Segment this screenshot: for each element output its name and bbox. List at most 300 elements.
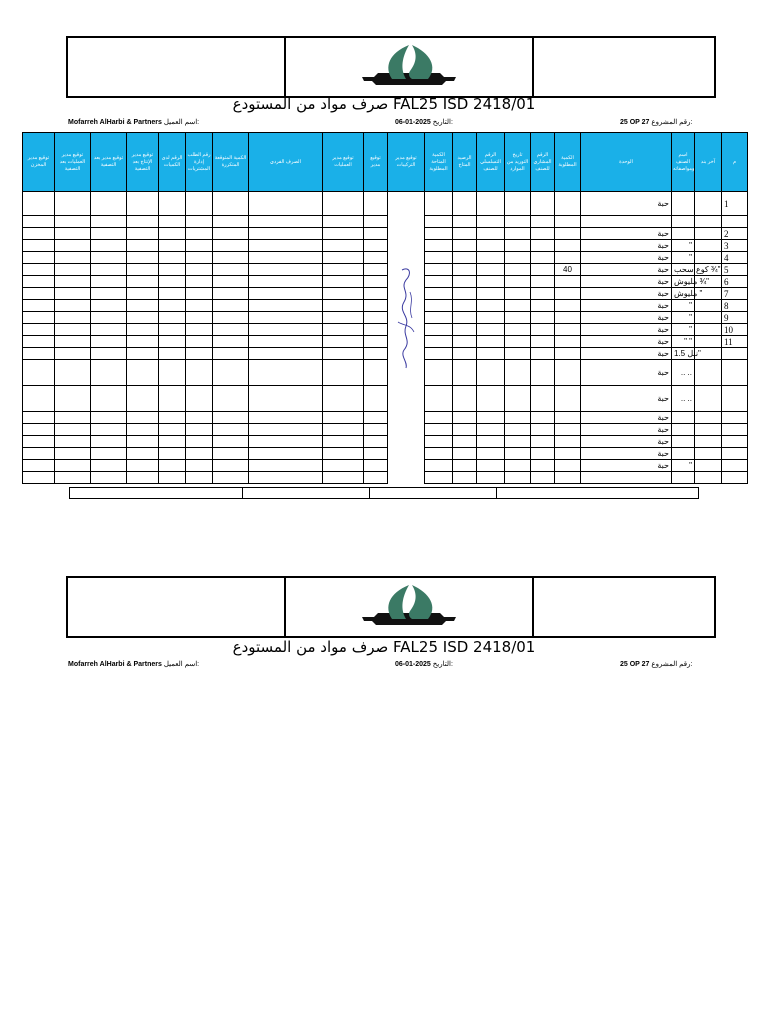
table-cell (505, 192, 531, 216)
item-name (672, 216, 695, 228)
footer-cell (70, 488, 243, 498)
row-number: 3 (722, 240, 748, 252)
row-number (722, 360, 748, 386)
table-cell (323, 240, 364, 252)
table-cell (364, 240, 388, 252)
table-cell (213, 276, 249, 288)
table-cell (425, 252, 453, 264)
project-field (620, 118, 692, 126)
table-cell (323, 276, 364, 288)
item-unit: حبة (581, 288, 672, 300)
item-unit: حبة (581, 228, 672, 240)
header-cell-logo (286, 578, 534, 636)
table-cell (531, 412, 555, 424)
table-row (23, 324, 748, 336)
table-cell (213, 228, 249, 240)
column-header: توقيع مدير العمليات بعد التصفية (55, 133, 91, 192)
table-cell (23, 288, 55, 300)
client-name: Mofarreh AlHarbi & Partners (68, 119, 162, 126)
column-header: توقيع مدير بعد التصفية (91, 133, 127, 192)
table-row (23, 336, 748, 348)
table-cell (249, 360, 323, 386)
item-name (672, 424, 695, 436)
table-cell (323, 448, 364, 460)
footer-cell (497, 488, 698, 498)
table-cell (55, 460, 91, 472)
date-field (395, 118, 453, 126)
table-cell (213, 412, 249, 424)
item-unit (581, 472, 672, 484)
table-cell (127, 192, 159, 216)
table-cell (364, 216, 388, 228)
table-cell (159, 424, 186, 436)
table-cell (127, 252, 159, 264)
table-cell (186, 216, 213, 228)
table-cell (453, 264, 477, 276)
table-cell (23, 436, 55, 448)
header-cell-left (68, 38, 286, 96)
item-unit: حبة (581, 240, 672, 252)
table-cell (323, 460, 364, 472)
item-name (672, 412, 695, 424)
table-cell (364, 252, 388, 264)
item-name: نبل 1.5" (672, 348, 695, 360)
table-cell (159, 276, 186, 288)
table-cell (531, 448, 555, 460)
table-cell (531, 288, 555, 300)
column-header: آخر بند (695, 133, 722, 192)
signature-cell (388, 436, 425, 448)
column-header: الوحدة (581, 133, 672, 192)
row-number (722, 216, 748, 228)
table-cell (23, 348, 55, 360)
table-cell (23, 216, 55, 228)
table-cell (453, 192, 477, 216)
item-unit: حبة (581, 252, 672, 264)
project-field-page2 (620, 660, 692, 668)
table-cell (323, 348, 364, 360)
table-cell (695, 412, 722, 424)
table-cell (453, 460, 477, 472)
item-unit: حبة (581, 324, 672, 336)
table-cell (505, 252, 531, 264)
signature-cell (388, 424, 425, 436)
table-cell (91, 240, 127, 252)
table-cell (249, 252, 323, 264)
table-cell (55, 348, 91, 360)
table-cell (477, 424, 505, 436)
table-cell (55, 424, 91, 436)
table-cell (186, 276, 213, 288)
document-title-page2: صرف مواد من المستودع FAL25 ISD 2418/01 (232, 638, 536, 656)
column-header: توقيع مدير (364, 133, 388, 192)
table-cell (695, 312, 722, 324)
table-cell (186, 336, 213, 348)
item-name: كوع سحب ¾" (672, 264, 695, 276)
table-cell (55, 252, 91, 264)
row-number: 6 (722, 276, 748, 288)
row-number (722, 424, 748, 436)
table-cell (477, 436, 505, 448)
table-cell (55, 386, 91, 412)
table-cell (91, 386, 127, 412)
table-cell (159, 240, 186, 252)
table-cell (213, 336, 249, 348)
date-field-page2 (395, 660, 453, 668)
table-cell (55, 300, 91, 312)
table-cell (91, 276, 127, 288)
table-cell (695, 300, 722, 312)
table-cell (159, 412, 186, 424)
table-cell (213, 312, 249, 324)
table-cell (23, 228, 55, 240)
table-cell (23, 386, 55, 412)
table-cell (477, 312, 505, 324)
item-name: " (672, 460, 695, 472)
table-cell (127, 312, 159, 324)
table-cell (531, 312, 555, 324)
row-number: 11 (722, 336, 748, 348)
table-cell (23, 312, 55, 324)
table-cell (477, 264, 505, 276)
table-cell (531, 348, 555, 360)
table-cell (425, 192, 453, 216)
table-cell (91, 264, 127, 276)
table-cell (186, 252, 213, 264)
item-quantity (555, 252, 581, 264)
column-header: الصرف الفردي (249, 133, 323, 192)
table-cell (213, 252, 249, 264)
column-header: اسم الصنف ومواصفاته (672, 133, 695, 192)
table-cell (23, 448, 55, 460)
table-cell (213, 240, 249, 252)
table-cell (364, 264, 388, 276)
table-cell (531, 424, 555, 436)
table-cell (159, 360, 186, 386)
table-cell (695, 252, 722, 264)
table-cell (213, 288, 249, 300)
column-header: توقيع مدير التركيبات (388, 133, 425, 192)
table-cell (695, 324, 722, 336)
table-cell (213, 192, 249, 216)
table-cell (425, 240, 453, 252)
table-cell (453, 348, 477, 360)
table-cell (505, 460, 531, 472)
table-cell (453, 312, 477, 324)
item-quantity (555, 412, 581, 424)
date-value: 06-01-2025 (395, 661, 431, 668)
item-quantity (555, 360, 581, 386)
table-cell (249, 324, 323, 336)
header-cell-logo (286, 38, 534, 96)
table-cell (91, 192, 127, 216)
table-cell (55, 336, 91, 348)
item-unit: حبة (581, 412, 672, 424)
table-body (23, 192, 748, 484)
table-cell (364, 300, 388, 312)
signature-cell (388, 216, 425, 228)
project-label: رقم المشروع: (651, 119, 693, 126)
column-header: الكمية المتاحة المطلوبة (425, 133, 453, 192)
table-cell (531, 300, 555, 312)
table-cell (425, 288, 453, 300)
table-cell (91, 460, 127, 472)
table-cell (23, 472, 55, 484)
signature-cell (388, 448, 425, 460)
table-cell (159, 252, 186, 264)
table-cell (159, 312, 186, 324)
table-cell (91, 312, 127, 324)
table-cell (249, 472, 323, 484)
project-value: 25 OP 27 (620, 661, 650, 668)
table-cell (249, 460, 323, 472)
table-cell (213, 360, 249, 386)
item-unit: حبة (581, 276, 672, 288)
table-cell (453, 300, 477, 312)
table-cell (425, 412, 453, 424)
table-cell (425, 336, 453, 348)
table-cell (23, 460, 55, 472)
table-cell (505, 424, 531, 436)
table-cell (477, 448, 505, 460)
table-cell (531, 324, 555, 336)
table-cell (186, 324, 213, 336)
table-cell (127, 276, 159, 288)
table-cell (453, 360, 477, 386)
item-quantity (555, 448, 581, 460)
table-cell (505, 216, 531, 228)
table-header-row (23, 133, 748, 192)
table-cell (505, 348, 531, 360)
table-row (23, 448, 748, 460)
client-name: Mofarreh AlHarbi & Partners (68, 661, 162, 668)
table-row (23, 412, 748, 424)
table-cell (91, 228, 127, 240)
table-cell (213, 460, 249, 472)
table-row (23, 192, 748, 216)
footer-signature-box (69, 487, 699, 499)
item-quantity: 40 (555, 264, 581, 276)
table-cell (127, 264, 159, 276)
table-cell (531, 228, 555, 240)
table-cell (505, 412, 531, 424)
table-cell (55, 240, 91, 252)
table-cell (323, 264, 364, 276)
table-cell (453, 276, 477, 288)
table-cell (531, 360, 555, 386)
table-row (23, 300, 748, 312)
table-cell (55, 264, 91, 276)
table-cell (91, 412, 127, 424)
table-cell (364, 312, 388, 324)
table-cell (323, 424, 364, 436)
table-cell (364, 448, 388, 460)
table-cell (477, 288, 505, 300)
table-row (23, 472, 748, 484)
table-cell (425, 264, 453, 276)
item-name: .. .. (672, 386, 695, 412)
table-cell (91, 336, 127, 348)
item-name: " " (672, 336, 695, 348)
item-quantity (555, 336, 581, 348)
column-header: الرقم لدى الكميات (159, 133, 186, 192)
item-name (672, 472, 695, 484)
header-cell-right (534, 38, 714, 96)
table-cell (505, 472, 531, 484)
table-cell (249, 264, 323, 276)
table-cell (425, 216, 453, 228)
signature-cell (388, 240, 425, 252)
table-cell (127, 386, 159, 412)
table-cell (55, 216, 91, 228)
table-cell (249, 348, 323, 360)
table-cell (531, 460, 555, 472)
table-cell (505, 386, 531, 412)
project-value: 25 OP 27 (620, 119, 650, 126)
table-cell (364, 424, 388, 436)
table-cell (213, 436, 249, 448)
item-name: " (672, 252, 695, 264)
item-quantity (555, 424, 581, 436)
table-cell (249, 276, 323, 288)
header-cell-left (68, 578, 286, 636)
table-cell (159, 436, 186, 448)
table-cell (186, 300, 213, 312)
table-cell (23, 360, 55, 386)
leaf-gear-logo-icon (354, 579, 464, 635)
table-cell (159, 348, 186, 360)
table-row (23, 288, 748, 300)
item-unit: حبة (581, 360, 672, 386)
table-cell (249, 240, 323, 252)
table-cell (91, 436, 127, 448)
table-cell (453, 386, 477, 412)
table-cell (213, 216, 249, 228)
table-cell (55, 276, 91, 288)
table-cell (364, 436, 388, 448)
item-name: مليوش ¾" (672, 276, 695, 288)
table-cell (323, 412, 364, 424)
table-cell (91, 288, 127, 300)
table-cell (505, 324, 531, 336)
table-cell (477, 386, 505, 412)
table-cell (91, 472, 127, 484)
table-cell (186, 240, 213, 252)
table-cell (55, 312, 91, 324)
table-cell (249, 300, 323, 312)
table-cell (23, 192, 55, 216)
table-cell (249, 312, 323, 324)
table-cell (364, 192, 388, 216)
table-row (23, 216, 748, 228)
column-header: الرقم التسلسلي للصنف (477, 133, 505, 192)
table-cell (186, 360, 213, 386)
table-cell (323, 300, 364, 312)
table-cell (425, 436, 453, 448)
table-cell (364, 288, 388, 300)
table-cell (477, 228, 505, 240)
table-cell (323, 216, 364, 228)
table-cell (477, 192, 505, 216)
table-cell (453, 448, 477, 460)
table-cell (249, 336, 323, 348)
column-header: م (722, 133, 748, 192)
table-cell (127, 412, 159, 424)
table-cell (531, 336, 555, 348)
table-cell (249, 228, 323, 240)
column-header: توقيع مدير المخزن (23, 133, 55, 192)
table-cell (477, 216, 505, 228)
signature-cell (388, 412, 425, 424)
table-cell (91, 424, 127, 436)
row-number: 9 (722, 312, 748, 324)
table-cell (186, 264, 213, 276)
item-name: " (672, 300, 695, 312)
table-cell (364, 324, 388, 336)
date-label: التاريخ: (432, 119, 453, 126)
table-cell (23, 412, 55, 424)
table-cell (323, 472, 364, 484)
table-cell (91, 448, 127, 460)
table-cell (249, 288, 323, 300)
date-value: 06-01-2025 (395, 119, 431, 126)
table-cell (186, 472, 213, 484)
table-cell (186, 228, 213, 240)
item-name (672, 228, 695, 240)
item-unit: حبة (581, 348, 672, 360)
table-cell (213, 448, 249, 460)
table-cell (505, 228, 531, 240)
table-row (23, 424, 748, 436)
table-cell (91, 360, 127, 386)
table-cell (505, 264, 531, 276)
table-cell (127, 336, 159, 348)
table-row (23, 228, 748, 240)
table-cell (159, 264, 186, 276)
table-cell (127, 324, 159, 336)
table-cell (425, 300, 453, 312)
signature-cell (388, 386, 425, 412)
table-cell (505, 336, 531, 348)
table-cell (364, 360, 388, 386)
table-cell (213, 424, 249, 436)
table-cell (127, 436, 159, 448)
table-cell (127, 300, 159, 312)
table-cell (23, 324, 55, 336)
table-cell (127, 460, 159, 472)
table-cell (127, 424, 159, 436)
table-cell (477, 240, 505, 252)
table-cell (127, 228, 159, 240)
table-cell (186, 424, 213, 436)
table-cell (186, 288, 213, 300)
item-unit: حبة (581, 436, 672, 448)
table-cell (695, 472, 722, 484)
table-cell (531, 252, 555, 264)
row-number (722, 448, 748, 460)
item-unit: حبة (581, 300, 672, 312)
table-cell (186, 192, 213, 216)
table-cell (159, 472, 186, 484)
table-cell (186, 348, 213, 360)
row-number (722, 348, 748, 360)
table-cell (186, 460, 213, 472)
item-unit: حبة (581, 424, 672, 436)
table-cell (364, 460, 388, 472)
table-cell (453, 324, 477, 336)
table-cell (531, 192, 555, 216)
table-cell (364, 276, 388, 288)
